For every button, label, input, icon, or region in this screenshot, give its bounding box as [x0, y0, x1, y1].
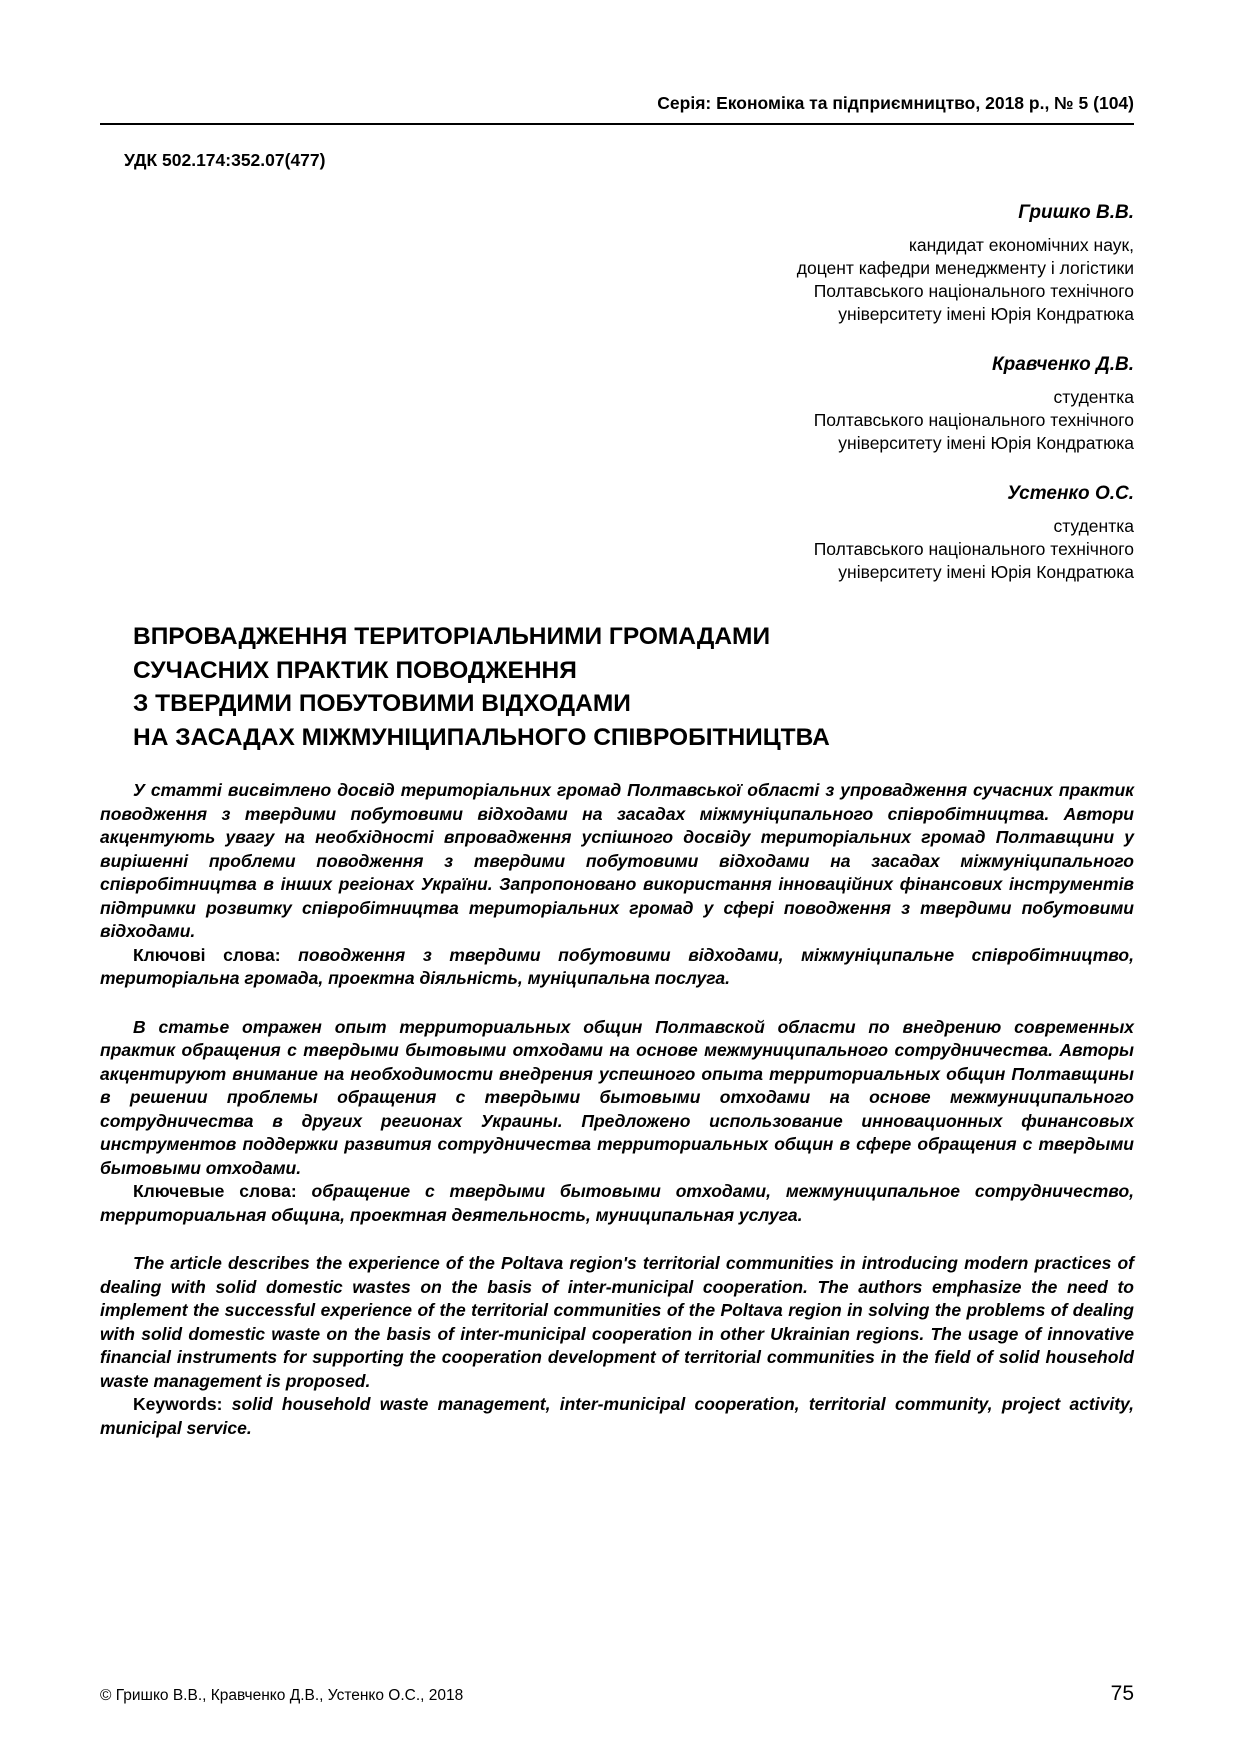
keywords-paragraph-en: [100, 1393, 1134, 1440]
page-footer: [100, 1682, 1134, 1706]
keywords-label-en: Keywords:: [133, 1394, 223, 1414]
keywords-paragraph-uk: [100, 944, 1134, 991]
keywords-text-uk: поводження з твердими побутовими відходами, міжмуніципальне співробітництво, територіальна громада, проектна діяльність, муніципальна послуга.: [100, 944, 1134, 988]
keywords-label-uk: Ключові слова:: [133, 944, 281, 965]
abstract-text-en: The article describes the experience of the Poltava region's territorial communities in introducing modern practices of dealing with solid domestic wastes on the basis of inter-municipal cooperation. The authors emphasize the need to implement the successful experience of the territorial communities of the Poltava region in solving the problems of dealing with solid domestic waste on the basis of inter-municipal cooperation in other Ukrainian regions. The usage of innovative financial instruments for supporting the cooperation development of territorial communities in the field of solid household waste management is proposed.: [100, 1253, 1134, 1391]
author-affiliation-line: університету імені Юрія Кондратюка: [838, 433, 1134, 453]
abstract-ru: [100, 1016, 1134, 1228]
title-line: НА ЗАСАДАХ МІЖМУНІЦИПАЛЬНОГО СПІВРОБІТНИЦТВА: [133, 723, 830, 751]
abstract-uk: [100, 779, 1134, 991]
title-line: СУЧАСНИХ ПРАКТИК ПОВОДЖЕННЯ: [133, 656, 577, 684]
header-divider: [100, 123, 1134, 125]
abstract-text-ru: В статье отражен опыт территориальных общин Полтавской области по внедрению современных практик обращения с твердыми бытовыми отходами на основе межмуниципального сотрудничества. Авторы акцентируют внимание на необходимости внедрения успешного опыта территориальных общин Полтавщины в решении проблемы обращения с твердыми бытовыми отходами на основе межмуниципального сотрудничества в других регионах Украины. Предложено использование инновационных финансовых инструментов поддержки развития сотрудничества территориальных общин в сфере обращения с твердыми бытовыми отходами.: [100, 1016, 1134, 1178]
keywords-paragraph-ru: [100, 1180, 1134, 1227]
udc-code: УДК 502.174:352.07(477): [124, 150, 326, 170]
author-block: [100, 201, 1134, 326]
author-affiliation-line: університету імені Юрія Кондратюка: [838, 304, 1134, 324]
author-block: [100, 482, 1134, 584]
author-affiliation-line: Полтавського національного технічного: [813, 281, 1134, 301]
keywords-text-ru: обращение с твердыми бытовыми отходами, межмуниципальное сотрудничество, территориальная община, проектная деятельность, муниципальная услуга.: [100, 1181, 1134, 1225]
article-title: [100, 620, 1134, 754]
page-header: [100, 92, 1134, 125]
author-name: Кравченко Д.В.: [991, 354, 1134, 375]
abstract-text-uk: У статті висвітлено досвід територіальних громад Полтавської області з упровадження сучасних практик поводження з твердими побутовими відходами на засадах міжмуніципального співробітництва. Автори акцентують увагу на необхідності впровадження успішного досвіду територіальних громад Полтавщини у вирішенні проблеми поводження з твердими побутовими відходами на засадах міжмуніципального співробітництва в інших регіонах України. Запропоновано використання інноваційних фінансових інструментів підтримки розвитку співробітництва територіальних громад у сфері поводження з твердими побутовими відходами.: [100, 780, 1134, 941]
title-line: З ТВЕРДИМИ ПОБУТОВИМИ ВІДХОДАМИ: [133, 690, 631, 717]
copyright-notice: © Гришко В.В., Кравченко Д.В., Устенко О.С., 2018: [100, 1687, 464, 1704]
author-affiliation-line: університету імені Юрія Кондратюка: [838, 562, 1134, 582]
journal-series-header: Серія: Економіка та підприємництво, 2018 р., № 5 (104): [657, 93, 1134, 113]
author-affiliation-line: доцент кафедри менеджменту і логістики: [796, 258, 1134, 278]
author-affiliation-line: студентка: [1053, 387, 1134, 407]
keywords-text-en: solid household waste management, inter-municipal cooperation, territorial community, project activity, municipal service.: [100, 1394, 1134, 1438]
authors-block: [100, 201, 1134, 584]
abstract-en: [100, 1252, 1134, 1440]
author-affiliation-line: Полтавського національного технічного: [813, 410, 1134, 430]
title-line: ВПРОВАДЖЕННЯ ТЕРИТОРІАЛЬНИМИ ГРОМАДАМИ: [133, 623, 771, 650]
author-name: Устенко О.С.: [1007, 483, 1134, 504]
keywords-label-ru: Ключевые слова:: [133, 1181, 297, 1201]
author-affiliation-line: Полтавського національного технічного: [813, 539, 1134, 559]
author-name: Гришко В.В.: [1018, 202, 1134, 223]
page-number: 75: [1110, 1682, 1134, 1705]
author-affiliation-line: студентка: [1053, 516, 1134, 536]
author-block: [100, 353, 1134, 455]
author-affiliation-line: кандидат економічних наук,: [908, 235, 1134, 255]
